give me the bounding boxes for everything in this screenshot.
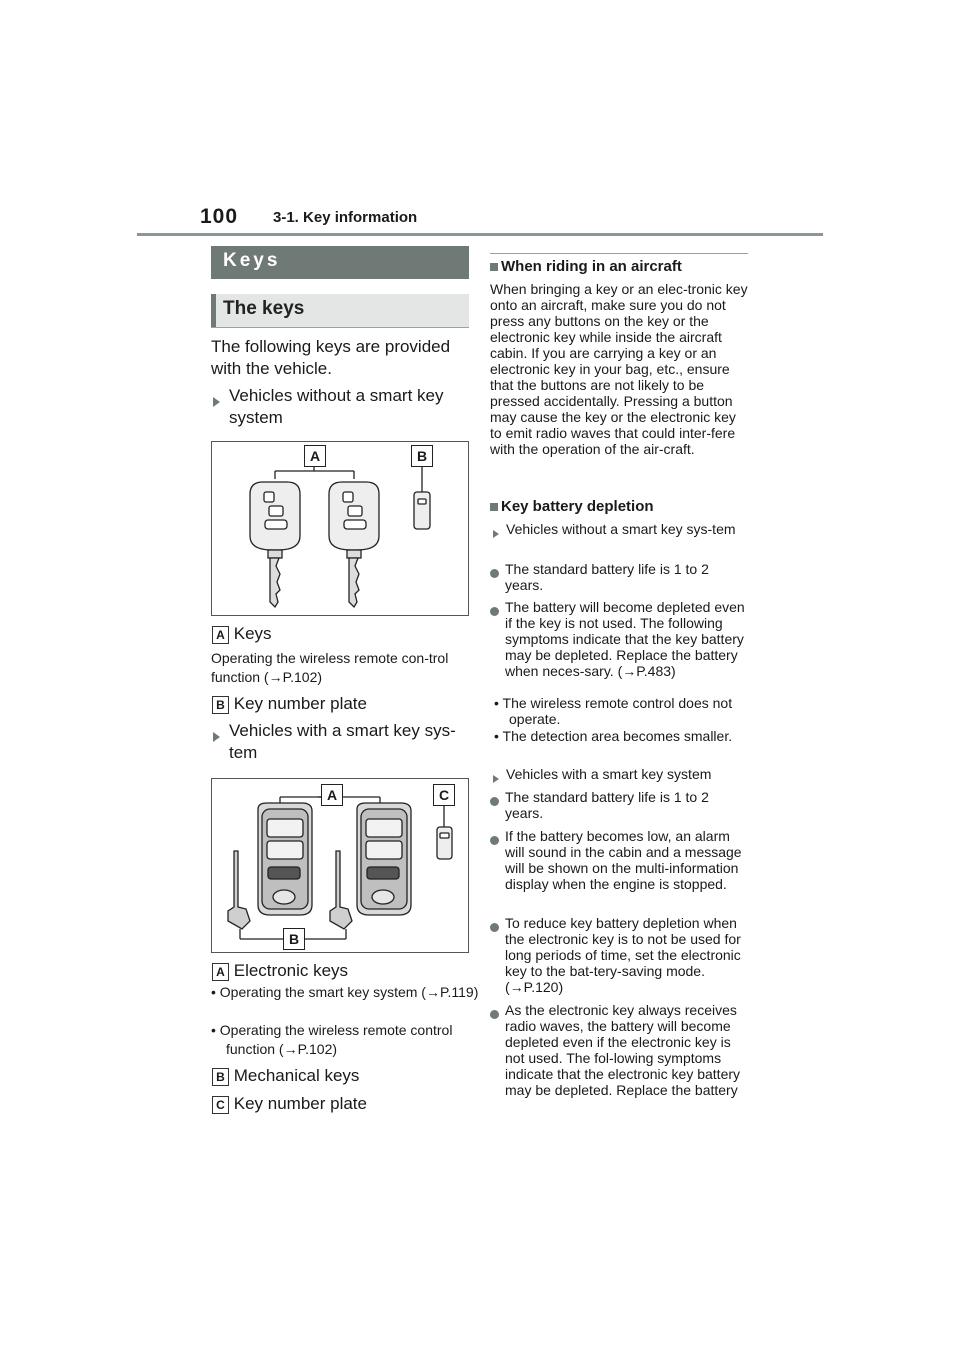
item-a-label: Keys	[233, 624, 272, 643]
keys-banner	[211, 246, 469, 279]
s-bullet-2-text: If the battery becomes low, an alarm will sound in the cabin and a message will be shown on the multi-information display when the engine is stopped.	[505, 828, 742, 892]
intro-text: The following keys are provided with the vehicle.	[211, 337, 451, 378]
battery-no-smart-title-text: Vehicles without a smart key sys-tem	[506, 521, 736, 537]
battery-heading	[490, 498, 654, 515]
figure-keys-smart	[211, 778, 469, 953]
item-a-note: Operating the wireless remote con-trol function (→P.102)	[211, 650, 449, 685]
square-icon	[490, 503, 498, 511]
bullet-dot-icon	[490, 915, 505, 995]
the-keys-heading	[211, 294, 469, 328]
smart-title-text: Vehicles with a smart key sys-tem	[229, 721, 456, 762]
item-a-electronic	[212, 960, 348, 982]
s-bullet-2	[490, 828, 748, 892]
item-b-label: Key number plate	[233, 694, 367, 713]
bullet-dot-icon	[490, 1002, 505, 1098]
battery-no-smart-title	[493, 521, 749, 541]
heading-bar	[211, 294, 216, 327]
no-smart-title	[213, 385, 469, 429]
keys-illustration	[212, 442, 468, 615]
ns-bullet-1-text: The standard battery life is 1 to 2 years.	[505, 561, 709, 593]
s-bullet-3-text: To reduce key battery depletion when the electronic key is to not be used for long periods of time, set the electronic key to the bat-tery-saving mode. (→P.120)	[505, 915, 741, 995]
item-a-electronic-label: Electronic keys	[233, 961, 349, 980]
item-c-label: Key number plate	[233, 1094, 367, 1113]
header-rule	[137, 233, 823, 236]
s-bullet-1-text: The standard battery life is 1 to 2 years.	[505, 789, 709, 821]
triangle-icon	[493, 766, 506, 786]
callout-b: B	[212, 696, 229, 714]
bullet-dot-icon	[490, 599, 505, 679]
ns-bullet-2	[490, 599, 748, 679]
item-b-plate	[212, 693, 367, 715]
bullet-smart-key: • Operating the smart key system (→P.119)	[211, 984, 479, 1000]
figure-callout-a: A	[304, 445, 326, 467]
item-b-mechanical	[212, 1065, 359, 1087]
ns-sub-1: • The wireless remote control does not operate.	[494, 695, 733, 727]
keys-banner-label: Keys	[223, 250, 281, 271]
s-bullet-1	[490, 789, 748, 821]
figure-callout-c: C	[433, 784, 455, 806]
bullet-wireless-remote: • Operating the wireless remote control function (→P.102)	[211, 1022, 453, 1057]
figure-callout-b: B	[283, 928, 305, 950]
s-bullet-3	[490, 915, 748, 995]
smart-title	[213, 720, 469, 764]
section-title: 3-1. Key information	[273, 209, 418, 226]
triangle-icon	[213, 385, 228, 429]
page-number: 100	[200, 205, 239, 228]
ns-bullet-1	[490, 561, 748, 593]
no-smart-title-text: Vehicles without a smart key system	[229, 386, 444, 427]
figure-callout-b: B	[411, 445, 433, 467]
callout-a: A	[212, 963, 229, 981]
right-rule	[490, 253, 748, 254]
ns-sub-2: • The detection area becomes smaller.	[494, 728, 733, 744]
s-bullet-4	[490, 1002, 748, 1098]
callout-b: B	[212, 1068, 229, 1086]
bullet-dot-icon	[490, 828, 505, 892]
aircraft-title: When riding in an aircraft	[501, 258, 682, 275]
callout-c: C	[212, 1096, 229, 1114]
ns-bullet-2-text: The battery will become depleted even if the key is not used. The following symptoms indicate that the key battery may be depleted. Replace the battery when neces-sary. (→P.483)	[505, 599, 745, 679]
callout-a: A	[212, 626, 229, 644]
figure-keys-no-smart	[211, 441, 469, 616]
square-icon	[490, 263, 498, 271]
item-b-mechanical-label: Mechanical keys	[233, 1066, 360, 1085]
the-keys-label: The keys	[223, 298, 305, 319]
battery-smart-title	[493, 766, 749, 786]
figure-callout-a: A	[321, 784, 343, 806]
item-a-keys	[212, 623, 272, 645]
aircraft-body: When bringing a key or an elec-tronic key onto an aircraft, make sure you do not press any buttons on the key or the electronic key while inside the aircraft cabin. If you are carrying a key or an electronic key in your bag, etc., ensure that the buttons are not likely to be pressed accidentally. Pressing a button may cause the key or the electronic key to emit radio waves that could inter-fere with the operation of the air-craft.	[490, 281, 748, 457]
triangle-icon	[213, 720, 228, 764]
bullet-dot-icon	[490, 789, 505, 821]
battery-smart-title-text: Vehicles with a smart key system	[506, 766, 712, 782]
bullet-dot-icon	[490, 561, 505, 593]
item-c-plate	[212, 1093, 367, 1115]
battery-title: Key battery depletion	[501, 498, 654, 515]
triangle-icon	[493, 521, 506, 541]
aircraft-heading	[490, 258, 682, 275]
s-bullet-4-text: As the electronic key always receives radio waves, the battery will become depleted even if the electronic key is not used. The fol-lowing symptoms indicate that the electronic key battery may be depleted. Replace the battery	[505, 1002, 741, 1098]
